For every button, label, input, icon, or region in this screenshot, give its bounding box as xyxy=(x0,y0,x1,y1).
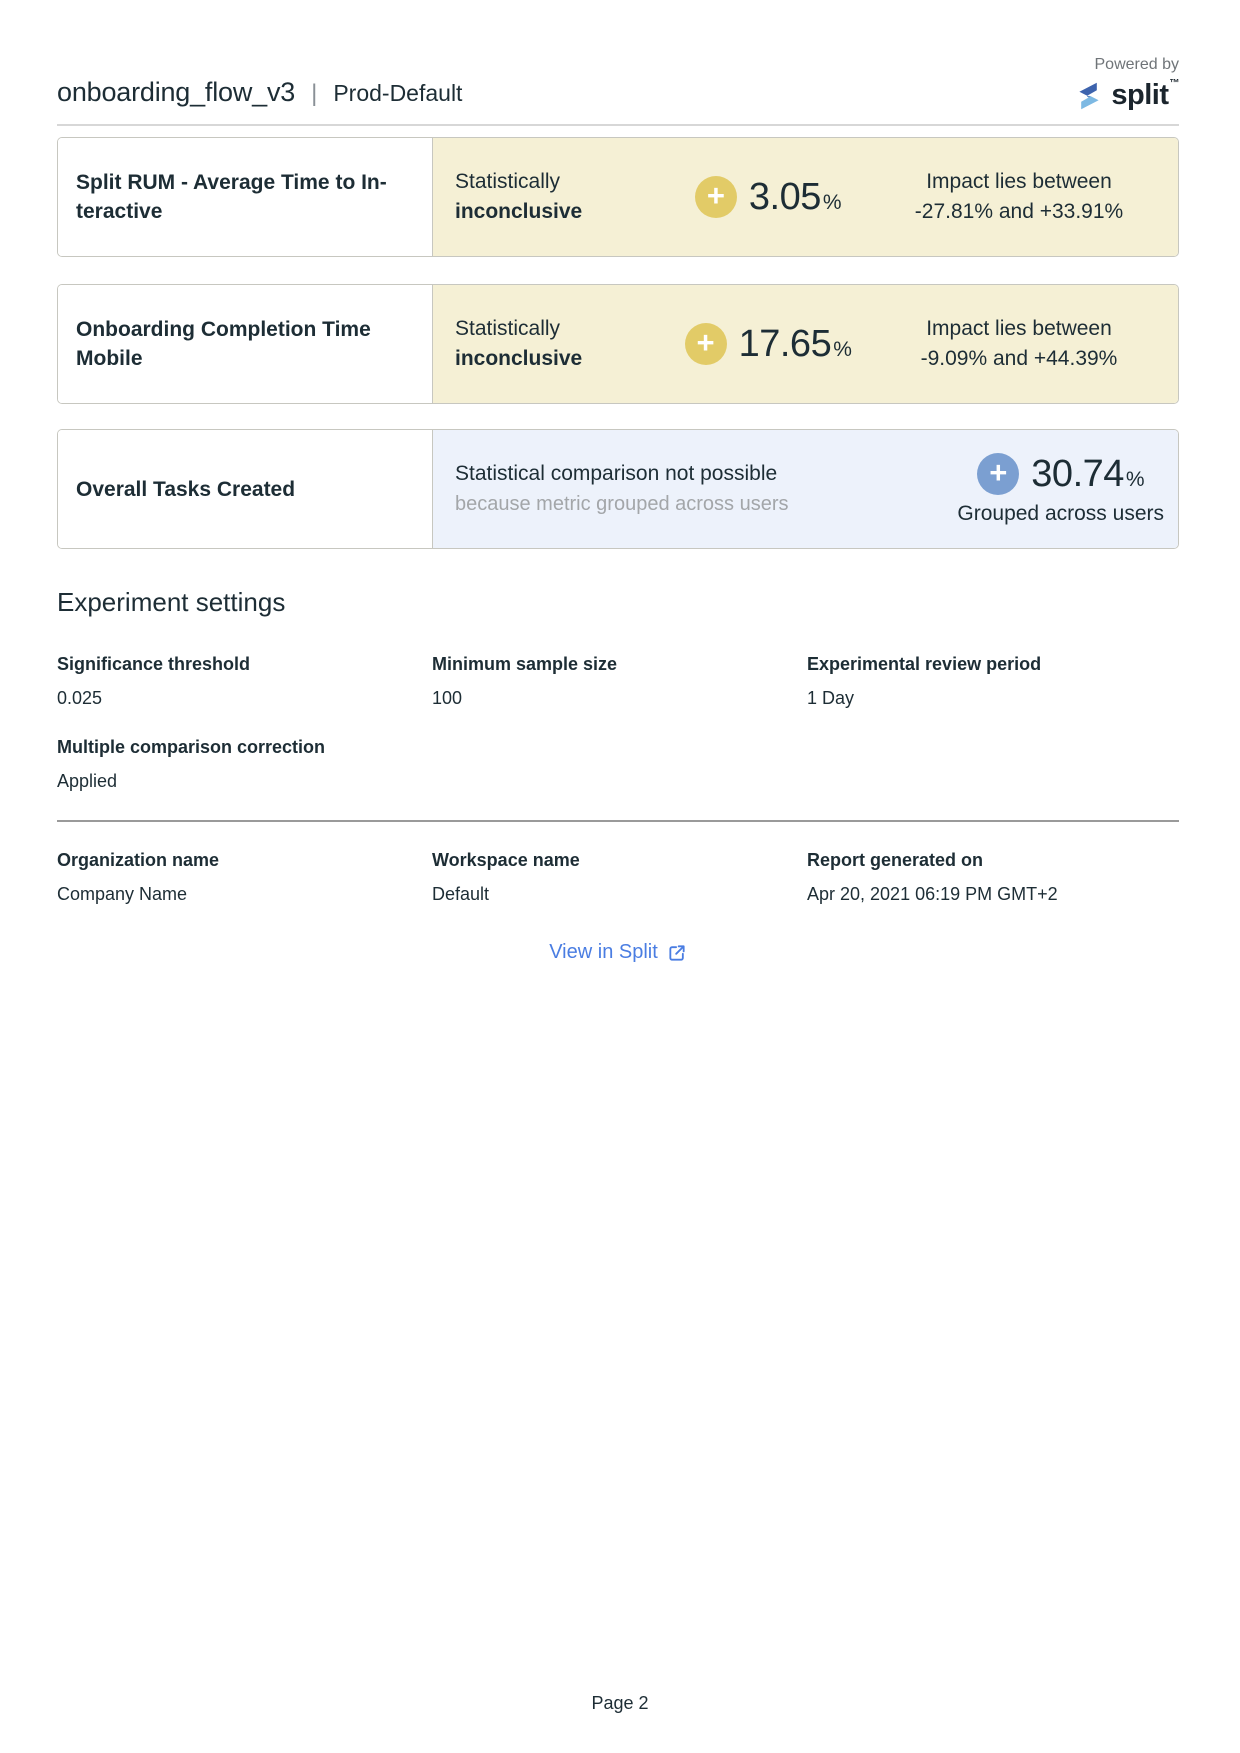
metric-result-panel xyxy=(433,430,1178,548)
setting-experimental-review-period: Experimental review period 1 Day xyxy=(807,654,1042,708)
metric-status: Statistically inconclusive xyxy=(455,317,583,370)
metric-name: Onboarding Completion Time Mobile xyxy=(58,285,433,403)
experiment-name: onboarding_flow_v3 xyxy=(57,77,296,107)
setting-minimum-sample-size: Minimum sample size 100 xyxy=(432,654,618,708)
metric-card-onboarding-completion-time xyxy=(57,284,1179,404)
metric-name: Overall Tasks Created xyxy=(58,430,433,548)
view-in-split-link[interactable]: View in Split xyxy=(549,941,687,964)
meta-organization-name: Organization name Company Name xyxy=(57,850,220,904)
section-divider xyxy=(57,820,1179,822)
plus-icon: + xyxy=(695,176,737,218)
percent-sign: % xyxy=(822,190,842,214)
metric-status-subtext: because metric grouped across users xyxy=(455,493,789,515)
meta-report-generated-on: Report generated on Apr 20, 2021 06:19 PM GMT+2 xyxy=(807,850,1058,904)
page-number: Page 2 xyxy=(591,1693,649,1713)
metric-card-avg-time-to-interactive xyxy=(57,137,1179,257)
metric-value-block xyxy=(668,323,868,366)
split-logo-icon xyxy=(1074,81,1104,111)
metric-result-panel xyxy=(433,138,1178,256)
metric-value-block xyxy=(668,176,868,219)
metric-impact-value: 17.65% xyxy=(738,322,852,365)
metric-name: Split RUM - Average Time to In- teractive xyxy=(58,138,433,256)
report-title-row xyxy=(57,77,462,112)
metric-value-block xyxy=(957,453,1178,526)
plus-icon: + xyxy=(977,453,1019,495)
percent-sign: % xyxy=(833,337,852,361)
experiment-settings-grid xyxy=(57,654,1179,792)
setting-multiple-comparison-correction: Multiple comparison correction Applied xyxy=(57,737,326,791)
split-logo xyxy=(1074,79,1179,112)
split-wordmark: split™ xyxy=(1111,78,1179,111)
title-separator: | xyxy=(311,80,318,107)
metric-status: Statistically inconclusive xyxy=(455,170,583,223)
trademark-symbol: ™ xyxy=(1169,78,1179,89)
metric-impact-range: Impact lies between -27.81% and +33.91% xyxy=(914,170,1124,223)
metric-status: Statistical comparison not possible because metric grouped across users xyxy=(433,458,957,520)
report-meta-grid xyxy=(57,850,1179,905)
percent-sign: % xyxy=(1125,467,1145,491)
meta-workspace-name: Workspace name Default xyxy=(432,850,580,904)
external-link-icon xyxy=(667,943,687,963)
plus-icon: + xyxy=(685,323,727,365)
experiment-settings-title: Experiment settings xyxy=(57,587,286,617)
metric-impact-range: Impact lies between -9.09% and +44.39% xyxy=(920,317,1118,370)
metric-impact-value: 3.05% xyxy=(748,175,842,218)
view-in-split-row xyxy=(57,941,1179,964)
metric-impact-value: 30.74% xyxy=(1031,452,1145,495)
setting-significance-threshold: Significance threshold 0.025 xyxy=(57,654,251,708)
powered-by-label: Powered by xyxy=(1094,56,1179,73)
metric-result-panel xyxy=(433,285,1178,403)
header-divider xyxy=(57,124,1179,126)
brand-block xyxy=(1074,56,1179,112)
metric-card-overall-tasks-created xyxy=(57,429,1179,549)
environment-name: Prod-Default xyxy=(333,80,463,106)
metric-value-caption: Grouped across users xyxy=(957,501,1164,525)
report-header xyxy=(57,0,1179,112)
